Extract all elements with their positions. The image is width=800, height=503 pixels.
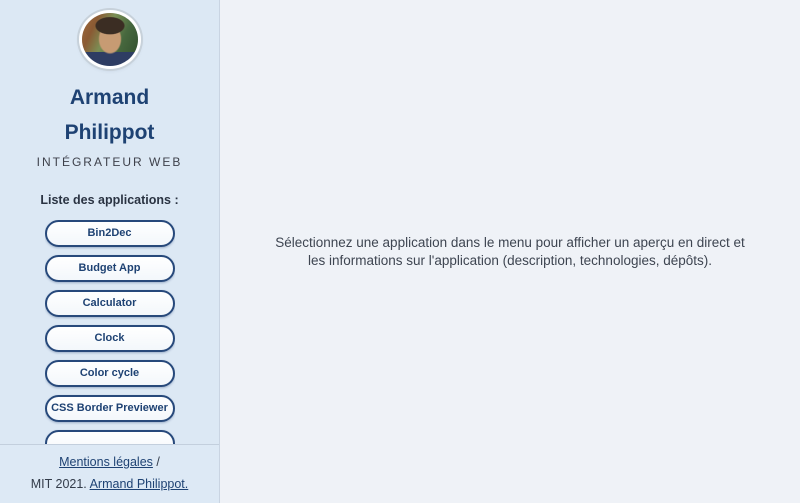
app-button-calculator[interactable]: Calculator xyxy=(45,290,175,317)
apps-list-heading: Liste des applications : xyxy=(40,192,179,207)
footer-legal-line xyxy=(0,455,219,469)
legal-notice-link[interactable]: Mentions légales xyxy=(59,455,153,469)
sidebar-footer xyxy=(0,444,219,503)
app-preview-placeholder-message: Sélectionnez une application dans le menu pour afficher un aperçu en direct et les informations sur l'application (description, technologies, dépôts). xyxy=(275,234,745,268)
profile-name xyxy=(65,80,155,150)
profile-last-name: Philippot xyxy=(64,120,155,144)
app-button-partial[interactable] xyxy=(45,430,175,444)
app-button-clock[interactable]: Clock xyxy=(45,325,175,352)
footer-license-line xyxy=(0,477,219,491)
app-button-color-cycle[interactable]: Color cycle xyxy=(45,360,175,387)
profile-first-name: Armand xyxy=(69,85,150,109)
profile-role: INTÉGRATEUR WEB xyxy=(36,154,183,169)
app-button-bin2dec[interactable]: Bin2Dec xyxy=(45,220,175,247)
footer-separator: / xyxy=(156,455,160,469)
apps-nav xyxy=(45,220,175,444)
app-button-budget-app[interactable]: Budget App xyxy=(45,255,175,282)
license-text: MIT 2021. xyxy=(30,477,87,491)
main-panel xyxy=(220,0,800,503)
profile-avatar-photo xyxy=(82,13,138,66)
author-link[interactable]: Armand Philippot. xyxy=(89,477,189,491)
app-button-css-border-previewer[interactable]: CSS Border Previewer xyxy=(45,395,175,422)
sidebar xyxy=(0,0,220,503)
